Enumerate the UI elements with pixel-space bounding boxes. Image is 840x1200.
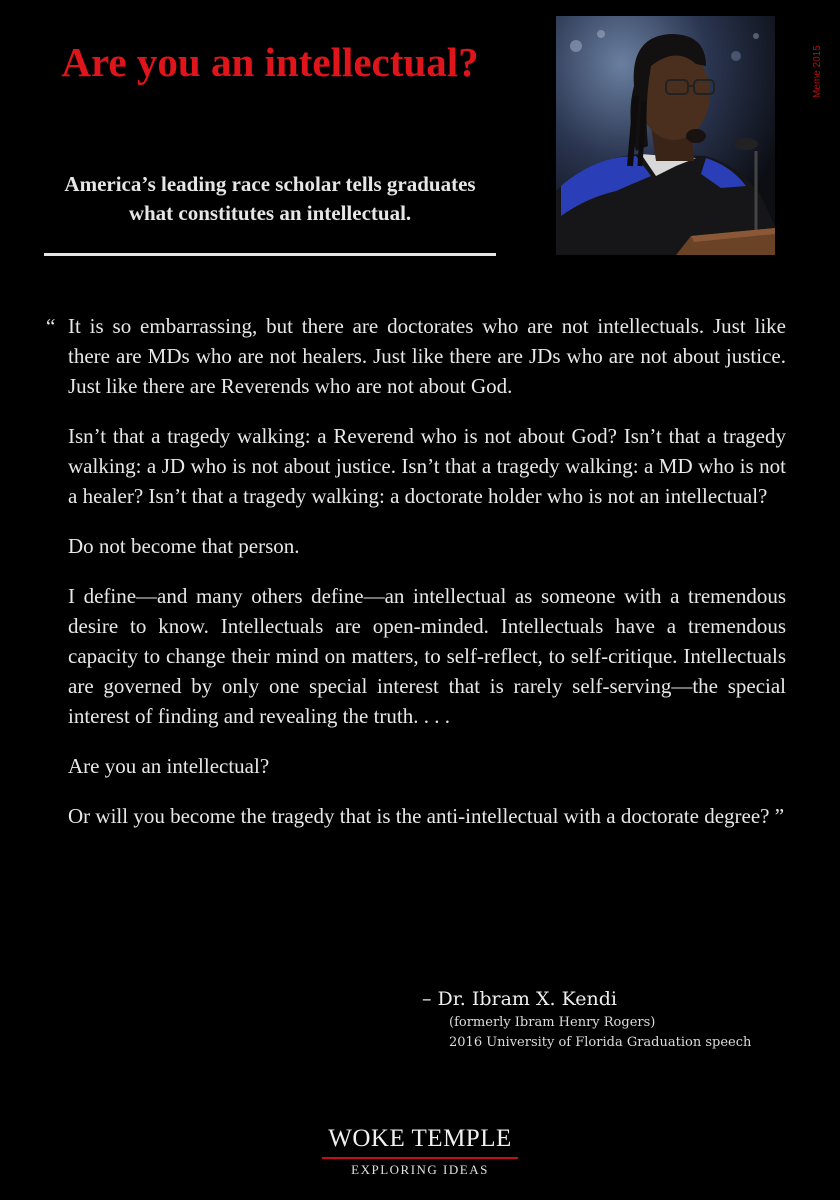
attribution bbox=[422, 985, 812, 1053]
brand-logo bbox=[290, 1124, 550, 1178]
quote-paragraph: Do not become that person. bbox=[68, 534, 300, 558]
quote-paragraph: Or will you become the tragedy that is the anti-intellectual with a doctorate degree? ” bbox=[68, 804, 785, 828]
quote-open-mark: “ bbox=[46, 314, 56, 338]
page-subtitle: America’s leading race scholar tells graduates what constitutes an intellectual. bbox=[64, 172, 476, 225]
attribution-source: 2016 University of Florida Graduation speech bbox=[449, 1035, 752, 1050]
page-title: Are you an intellectual? bbox=[61, 39, 479, 85]
watermark: Meme 2015 bbox=[812, 45, 823, 98]
speaker-photo bbox=[556, 16, 775, 255]
quote-paragraph: Are you an intellectual? bbox=[68, 754, 270, 778]
quote-paragraph: Isn’t that a tragedy walking: a Reverend who is not about God? Isn’t that a tragedy walking: a JD who is not about justice. Isn’t that a tragedy walking: a MD who is not a healer? Isn’t that a tragedy walking: a doctorate holder who is not an intellectual? bbox=[68, 424, 786, 508]
attribution-former-name: (formerly Ibram Henry Rogers) bbox=[449, 1015, 656, 1030]
attribution-name: – Dr. Ibram X. Kendi bbox=[422, 988, 617, 1010]
brand-name: WOKE TEMPLE bbox=[328, 1125, 512, 1152]
quote-block bbox=[46, 311, 786, 851]
brand-rule bbox=[322, 1157, 518, 1159]
brand-tagline: EXPLORING IDEAS bbox=[351, 1162, 489, 1177]
header-divider bbox=[44, 253, 496, 256]
quote-paragraph: I define—and many others define—an intellectual as someone with a tremendous desire to know. Intellectuals are open-minded. Intellectuals have a tremendous capacity to change their mind on matters, to self-reflect, to self-critique. Intellectuals are governed by only one special interest that is rarely self-serving—the special interest of finding and revealing the truth. . . . bbox=[68, 584, 786, 728]
quote-paragraph: It is so embarrassing, but there are doctorates who are not intellectuals. Just like there are MDs who are not healers. Just like there are JDs who are not about justice. Just like there are Reverends who are not about God. bbox=[68, 314, 786, 398]
